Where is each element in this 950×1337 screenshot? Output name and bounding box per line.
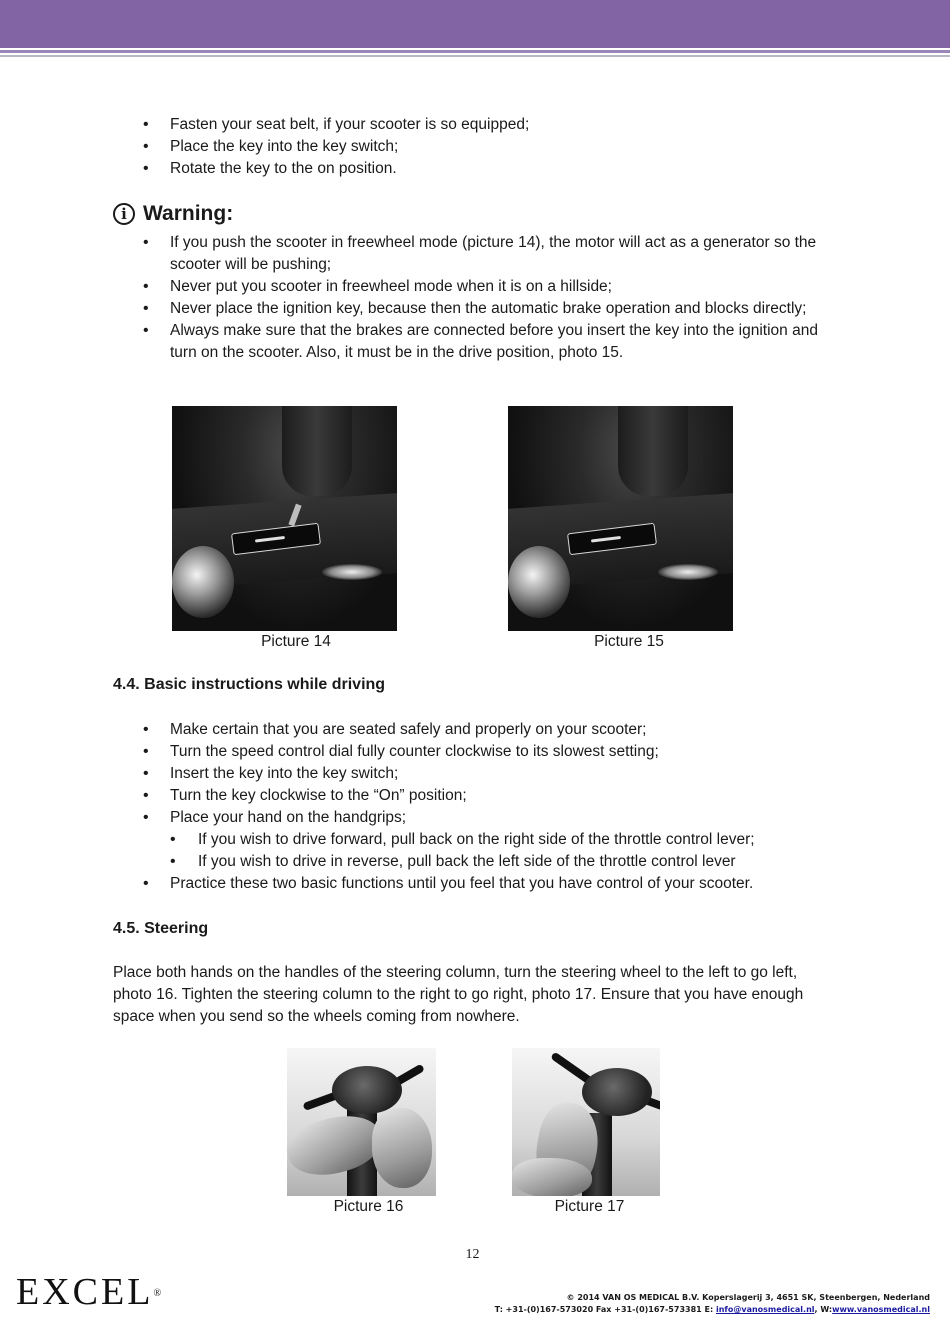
warning-bullet-list (113, 232, 833, 364)
website-link[interactable]: www.vanosmedical.nl (832, 1305, 930, 1314)
sub-list-item: • If you wish to drive in reverse, pull back the left side of the throttle control lever (113, 851, 833, 873)
list-item: • If you push the scooter in freewheel mode (picture 14), the motor will act as a generator so the scooter will be pushing; (113, 232, 833, 276)
steering-paragraph: Place both hands on the handles of the steering column, turn the steering wheel to the left to go left, photo 16. Tighten the steering column to the right to go right, photo 17. Ensure that you have enough space when you send so the wheels coming from nowhere. (113, 964, 804, 1025)
list-item: • Turn the speed control dial fully counter clockwise to its slowest setting; (113, 741, 833, 763)
warning-title: Warning: (143, 202, 234, 225)
page-number: 12 (465, 1247, 480, 1262)
list-item: • Fasten your seat belt, if your scooter is so equipped; (113, 114, 833, 136)
footer-contact: T: +31-(0)167-573020 Fax +31-(0)167-573381 E: info@vanosmedical.nl, W:www.vanosmedical.nl (494, 1305, 930, 1314)
list-item: • Never put you scooter in freewheel mode when it is on a hillside; (113, 276, 833, 298)
list-item: • Practice these two basic functions until you feel that you have control of your scooter. (113, 873, 833, 895)
picture-16-photo (287, 1048, 436, 1196)
info-icon: i (113, 203, 135, 225)
list-item: • Never place the ignition key, because then the automatic brake operation and blocks directly; (113, 298, 833, 320)
picture-15-photo (508, 406, 733, 631)
warning-heading (113, 202, 233, 226)
list-item: • Place your hand on the handgrips; (113, 807, 833, 829)
list-item: • Place the key into the key switch; (113, 136, 833, 158)
picture-16-caption: Picture 16 (333, 1198, 404, 1215)
intro-bullet-list (113, 114, 833, 180)
list-item: • Turn the key clockwise to the “On” position; (113, 785, 833, 807)
header-band (0, 0, 950, 48)
excel-logo: EXCEL® (16, 1271, 162, 1313)
section-heading-4-4: 4.4. Basic instructions while driving (113, 676, 386, 693)
picture-15-caption: Picture 15 (594, 633, 664, 650)
picture-14-photo (172, 406, 397, 631)
email-link[interactable]: info@vanosmedical.nl (715, 1305, 815, 1314)
list-item: • Rotate the key to the on position. (113, 158, 833, 180)
list-item: • Insert the key into the key switch; (113, 763, 833, 785)
section-heading-4-5: 4.5. Steering (113, 920, 209, 937)
picture-14-caption: Picture 14 (261, 633, 331, 650)
picture-17-photo (512, 1048, 660, 1196)
header-divider (0, 50, 950, 53)
picture-17-caption: Picture 17 (554, 1198, 625, 1215)
driving-bullet-list (113, 719, 833, 895)
sub-list-item: • If you wish to drive forward, pull back on the right side of the throttle control lever; (113, 829, 833, 851)
footer-copyright: © 2014 VAN OS MEDICAL B.V. Koperslagerij 3, 4651 SK, Steenbergen, Nederland (566, 1293, 930, 1302)
list-item: • Make certain that you are seated safely and properly on your scooter; (113, 719, 833, 741)
header-divider-secondary (0, 55, 950, 57)
list-item: • Always make sure that the brakes are connected before you insert the key into the ignition and turn on the scooter. Also, it must be in the drive position, photo 15. (113, 320, 833, 364)
